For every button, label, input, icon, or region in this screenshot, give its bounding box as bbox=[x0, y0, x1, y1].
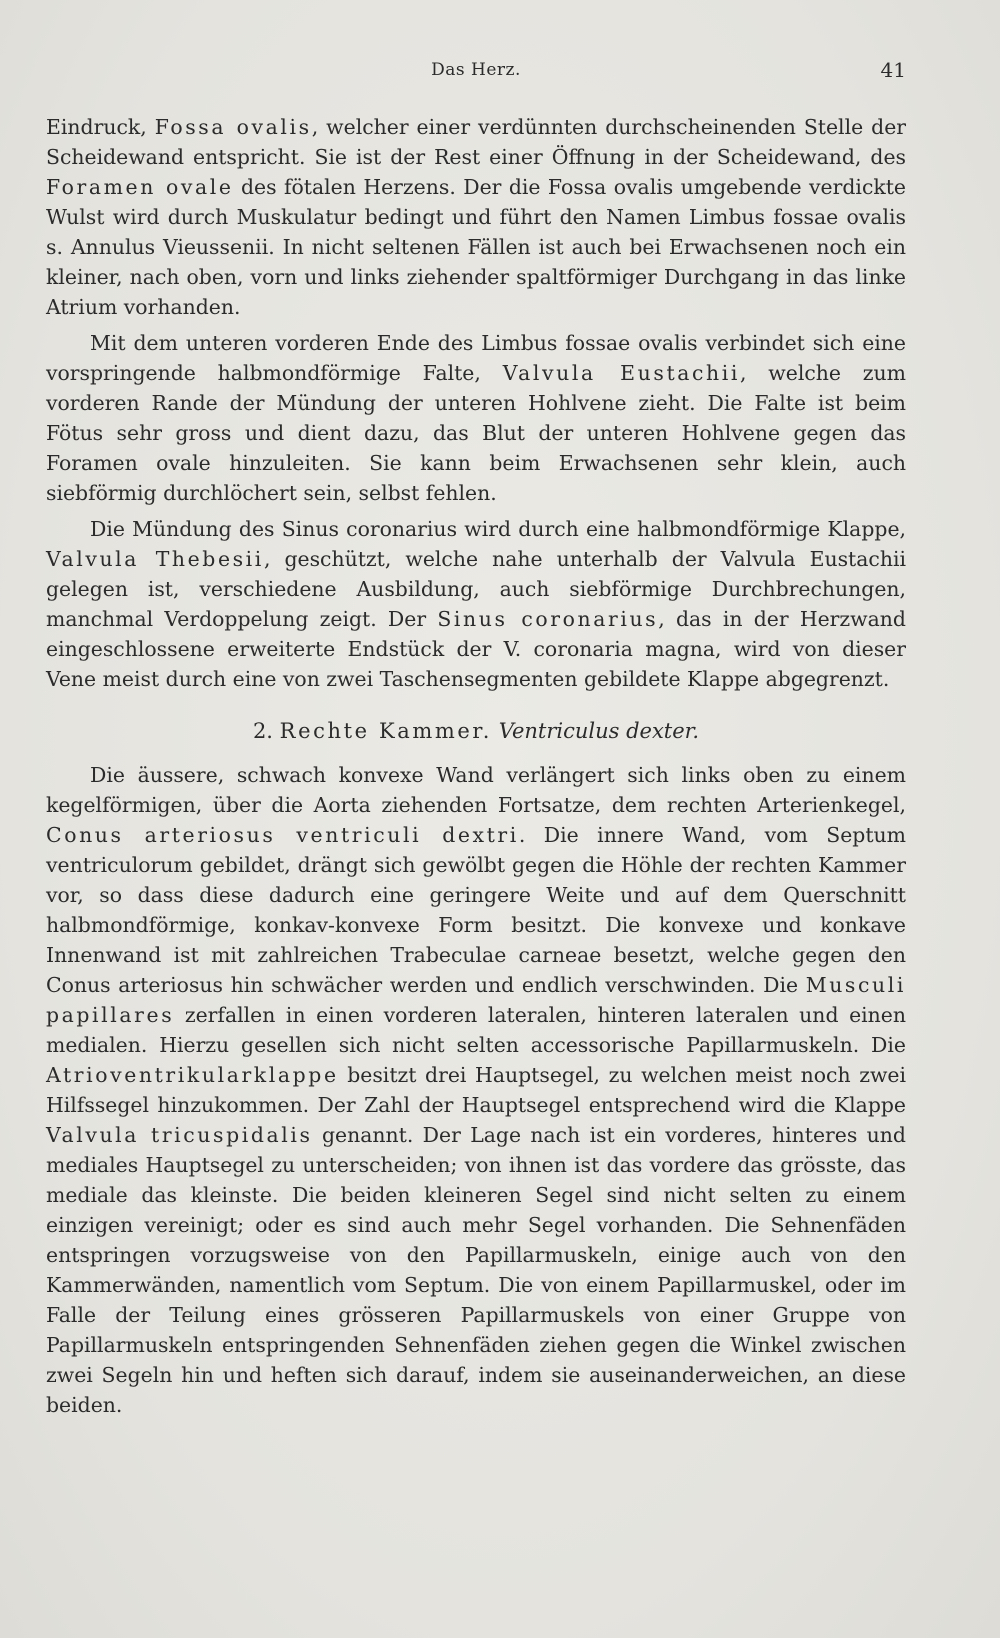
text-run: zerfallen in einen vorderen lateralen, hinteren lateralen und einen medialen. Hierzu gesellen sich nicht selten accessorische Papillarmuskeln. Die bbox=[46, 1003, 906, 1057]
text-run: Die Mündung des Sinus coronarius wird durch eine halbmondförmige Klappe, bbox=[90, 517, 906, 541]
text-run: Die äussere, schwach konvexe Wand verlängert sich links oben zu einem kegelförmigen, über die Aorta ziehenden Fortsatze, dem rechten Arterienkegel, bbox=[46, 763, 906, 817]
term-valvula-eustachii: Valvula Eustachii bbox=[502, 361, 740, 385]
text-run: , welche zum vorderen Rande der Mündung der unteren Hohlvene zieht. Die Falte ist beim Fötus sehr gross und dient dazu, das Blut der unteren Hohlvene gegen das Foramen ovale hinzuleiten. Sie kann beim Erwachsenen sehr klein, auch siebförmig durchlöchert sein, selbst fehlen. bbox=[46, 361, 906, 505]
term-foramen-ovale: Foramen ovale bbox=[46, 175, 234, 199]
text-run: , geschützt, welche nahe unterhalb der Valvula Eustachii gelegen ist, verschiedene Ausbildung, auch siebförmige Durchbrechungen, manchmal Verdoppelung zeigt. Der bbox=[46, 547, 906, 631]
page-number: 41 bbox=[880, 58, 906, 82]
text-run: Mit dem unteren vorderen Ende des Limbus fossae ovalis verbindet sich eine vorspringende halbmondförmige Falte, bbox=[46, 331, 906, 385]
term-atrioventrikularklappe: Atrioventrikularklappe bbox=[46, 1063, 339, 1087]
body-text bbox=[46, 112, 906, 1420]
page-header bbox=[46, 60, 906, 90]
section-heading bbox=[46, 716, 906, 746]
paragraph-valvula-thebesii bbox=[46, 514, 906, 694]
term-musculi-papillares: Musculi papillares bbox=[46, 973, 906, 1027]
term-fossa-ovalis: Fossa ovalis bbox=[154, 115, 312, 139]
text-run: besitzt drei Hauptsegel, zu welchen meist noch zwei Hilfssegel hinzukommen. Der Zahl der Hauptsegel entsprechend wird die Klappe bbox=[46, 1063, 906, 1117]
text-run: Eindruck, bbox=[46, 115, 155, 139]
paragraph-fossa-ovalis bbox=[46, 112, 906, 322]
text-run: des fötalen Herzens. Der die Fossa ovalis umgebende verdickte Wulst wird durch Muskulatur bedingt und führt den Namen Limbus fossae ovalis s. Annulus Vieussenii. In nicht seltenen Fällen ist auch bei Erwachsenen noch ein kleiner, nach oben, vorn und links ziehender spaltförmiger Durchgang in das linke Atrium vorhanden. bbox=[46, 175, 906, 319]
paragraph-rechte-kammer bbox=[46, 760, 906, 1420]
running-head: Das Herz. bbox=[431, 60, 521, 80]
term-sinus-coronarius: Sinus coronarius bbox=[437, 607, 659, 631]
text-run: genannt. Der Lage nach ist ein vorderes, hinteres und mediales Hauptsegel zu unterscheiden; von ihnen ist das vordere das grösste, das mediale das kleinste. Die beiden kleineren Segel sind nicht selten zu einem einzigen vereinigt; oder es sind auch mehr Segel vorhanden. Die Sehnenfäden entspringen vorzugsweise von den Papillarmuskeln, einige auch von den Kammerwänden, namentlich vom Septum. Die von einem Papillarmuskel, oder im Falle der Teilung eines grösseren Papillarmuskels von einer Gruppe von Papillarmuskeln entspringenden Sehnenfäden ziehen gegen die Winkel zwischen zwei Segeln hin und heften sich darauf, indem sie auseinanderweichen, an diese beiden. bbox=[46, 1123, 906, 1417]
text-run: , welcher einer verdünnten durchscheinenden Stelle der Scheidewand entspricht. Sie ist der Rest einer Öffnung in der Scheidewand, des bbox=[46, 115, 907, 169]
text-run: . Die innere Wand, vom Septum ventriculorum gebildet, drängt sich gewölbt gegen die Höhle der rechten Kammer vor, so dass diese dadurch eine geringere Weite und auf dem Querschnitt halbmondförmige, konkav-konvexe Form besitzt. Die konvexe und konkave Innenwand ist mit zahlreichen Trabeculae carneae besetzt, welche gegen den Conus arteriosus hin schwächer werden und endlich verschwinden. Die bbox=[46, 823, 906, 997]
term-conus-arteriosus: Conus arteriosus ventriculi dextri bbox=[46, 823, 519, 847]
text-run: , das in der Herzwand eingeschlossene erweiterte Endstück der V. coronaria magna, wird von dieser Vene meist durch eine von zwei Taschensegmenten gebildete Klappe abgegrenzt. bbox=[46, 607, 906, 691]
section-title: Rechte Kammer. bbox=[279, 719, 493, 743]
term-valvula-tricuspidalis: Valvula tricuspidalis bbox=[46, 1123, 313, 1147]
section-latin-title: Ventriculus dexter. bbox=[498, 719, 700, 743]
term-valvula-thebesii: Valvula Thebesii bbox=[46, 547, 264, 571]
paragraph-valvula-eustachii bbox=[46, 328, 906, 508]
section-number: 2. bbox=[252, 719, 273, 743]
